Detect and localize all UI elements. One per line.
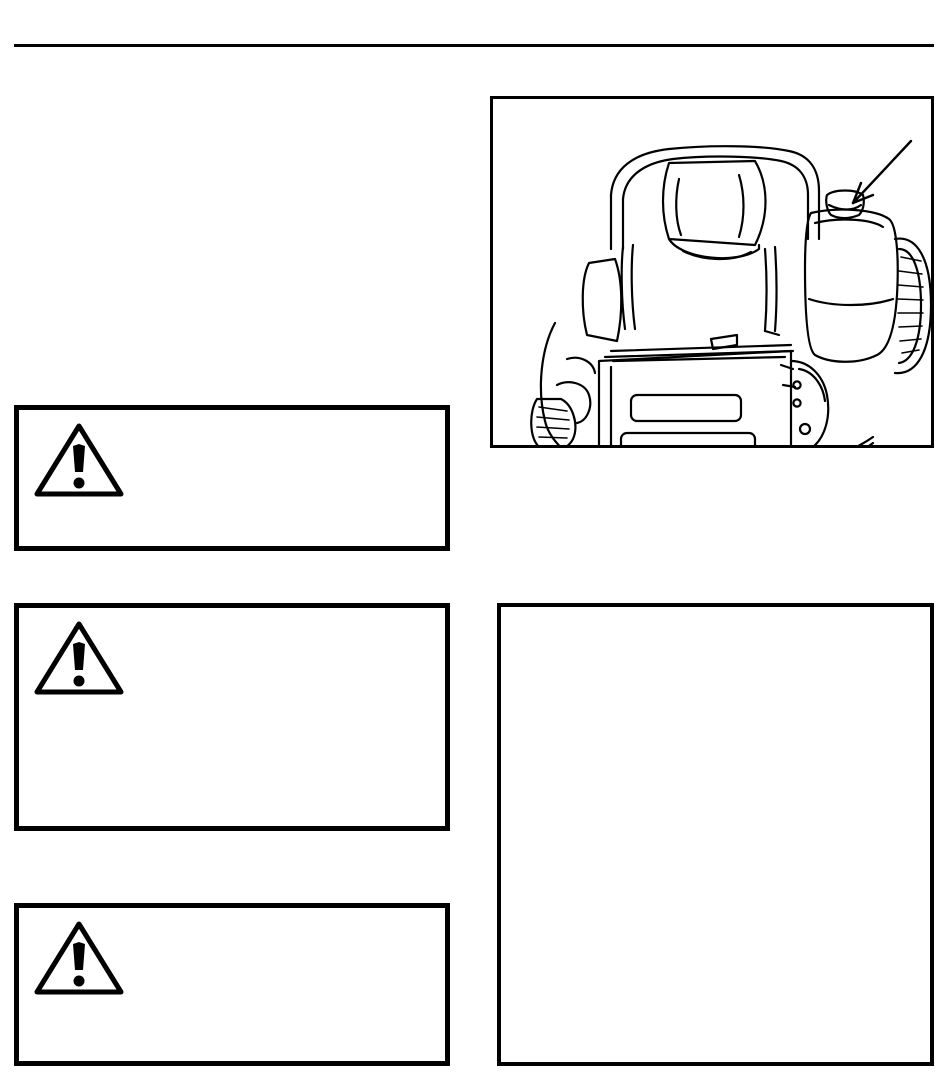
- zero-turn-mower-line-drawing: [493, 99, 931, 445]
- warning-box-1: [14, 405, 450, 551]
- header-rule: [14, 44, 934, 47]
- warning-triangle-icon: [33, 620, 125, 696]
- warning-triangle-icon: [33, 920, 125, 996]
- warning-box-2: [14, 603, 450, 831]
- mower-illustration-figure: [490, 96, 934, 448]
- warning-triangle-icon: [33, 422, 125, 498]
- note-box: [497, 603, 934, 1066]
- callout-arrow-icon: [853, 141, 911, 203]
- warning-box-3: [14, 903, 450, 1066]
